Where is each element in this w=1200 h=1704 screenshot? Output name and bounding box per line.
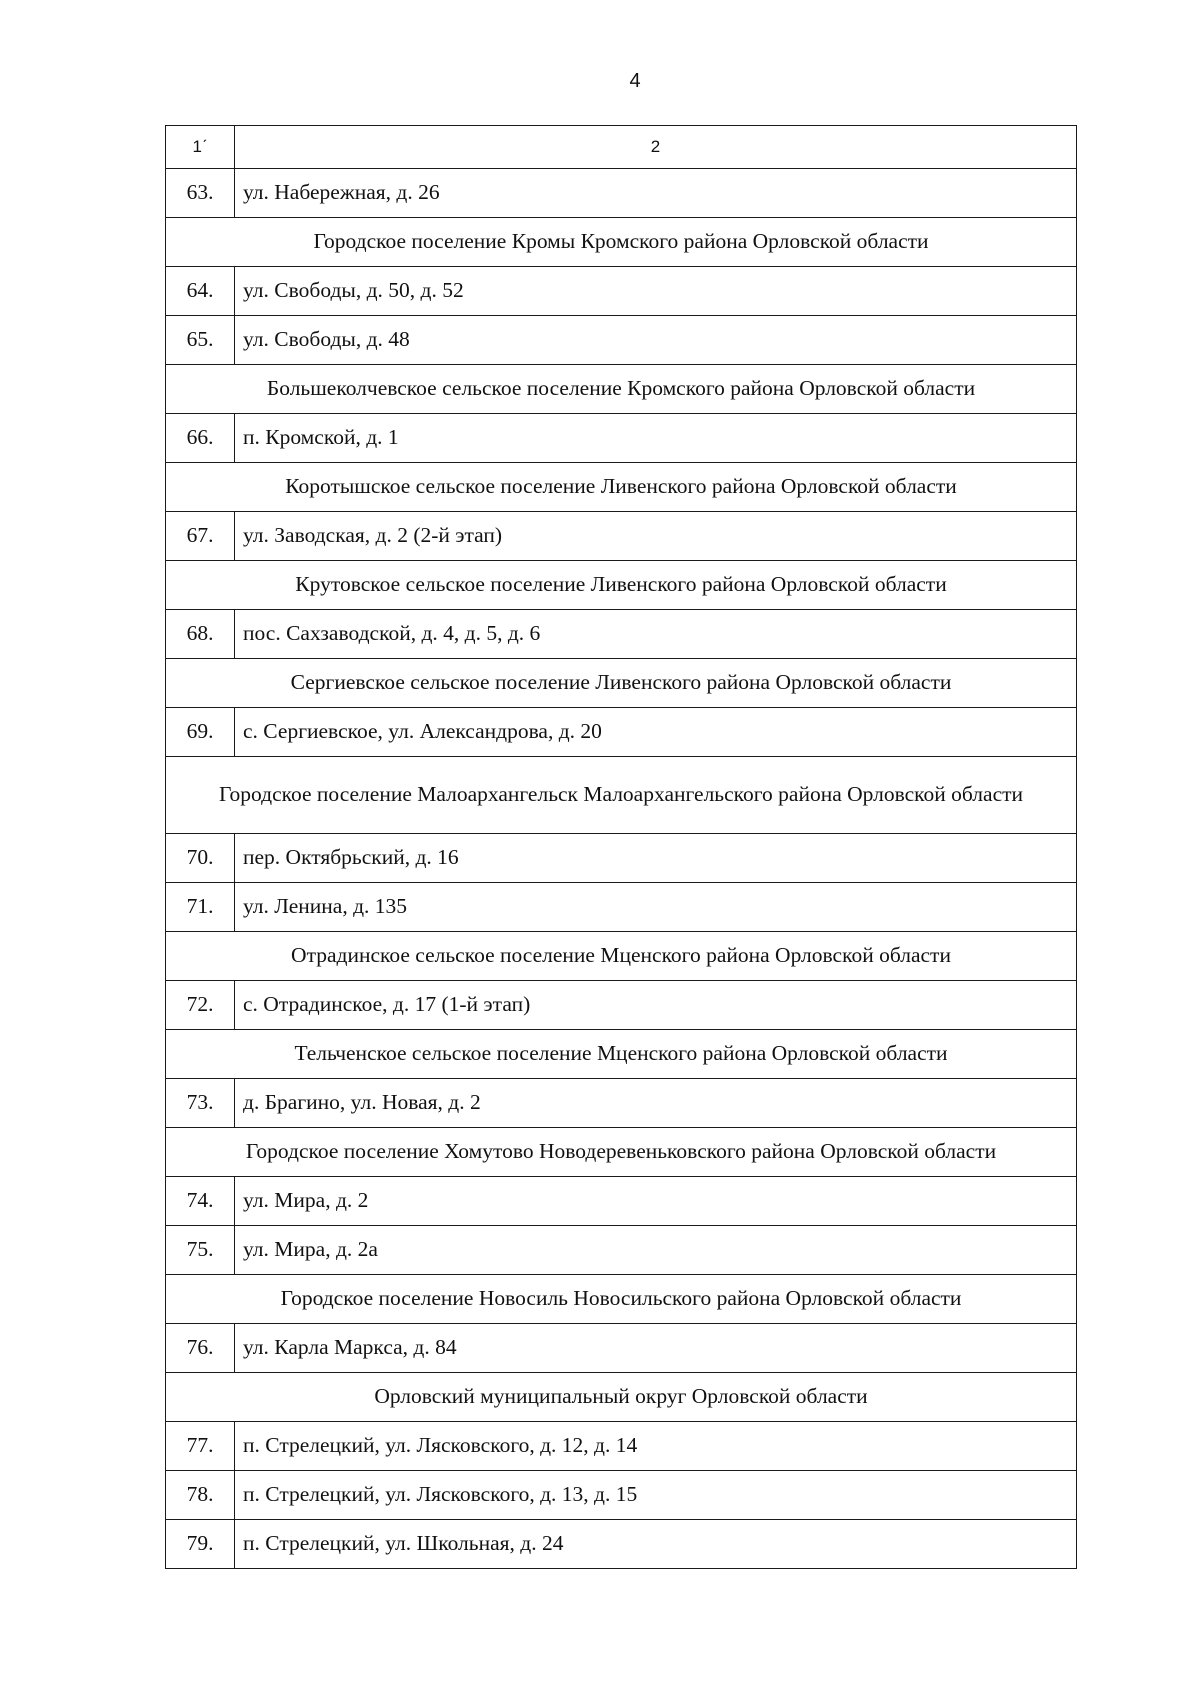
- table-row: [166, 981, 1077, 1030]
- row-number: 71.: [166, 883, 235, 932]
- row-address: ул. Ленина, д. 135: [235, 883, 1077, 932]
- table-row: [166, 610, 1077, 659]
- row-address: ул. Карла Маркса, д. 84: [235, 1324, 1077, 1373]
- row-address: ул. Мира, д. 2: [235, 1177, 1077, 1226]
- row-number: 75.: [166, 1226, 235, 1275]
- table-row: [166, 414, 1077, 463]
- row-number: 70.: [166, 834, 235, 883]
- table-row: [166, 169, 1077, 218]
- table-row: [166, 316, 1077, 365]
- row-address: с. Сергиевское, ул. Александрова, д. 20: [235, 708, 1077, 757]
- header-col-1: 1ˊ: [166, 126, 235, 169]
- table-body: [166, 126, 1077, 1569]
- row-address: ул. Мира, д. 2а: [235, 1226, 1077, 1275]
- table-row: [166, 1177, 1077, 1226]
- section-heading-row: [166, 561, 1077, 610]
- section-heading-row: [166, 1275, 1077, 1324]
- table-row: [166, 1324, 1077, 1373]
- section-heading: Большеколчевское сельское поселение Кромского района Орловской области: [166, 365, 1077, 414]
- section-heading-row: [166, 1373, 1077, 1422]
- table-row: [166, 708, 1077, 757]
- row-number: 64.: [166, 267, 235, 316]
- row-address: п. Стрелецкий, ул. Лясковского, д. 13, д. 15: [235, 1471, 1077, 1520]
- section-heading: Городское поселение Малоархангельск Малоархангельского района Орловской области: [166, 757, 1077, 834]
- row-number: 63.: [166, 169, 235, 218]
- row-address: п. Стрелецкий, ул. Лясковского, д. 12, д. 14: [235, 1422, 1077, 1471]
- section-heading: Городское поселение Новосиль Новосильского района Орловской области: [166, 1275, 1077, 1324]
- row-number: 79.: [166, 1520, 235, 1569]
- table-row: [166, 512, 1077, 561]
- section-heading-row: [166, 757, 1077, 834]
- row-address: с. Отрадинское, д. 17 (1-й этап): [235, 981, 1077, 1030]
- row-number: 67.: [166, 512, 235, 561]
- section-heading-row: [166, 932, 1077, 981]
- table-row: [166, 1471, 1077, 1520]
- table-row: [166, 834, 1077, 883]
- section-heading: Коротышское сельское поселение Ливенского района Орловской области: [166, 463, 1077, 512]
- row-address: п. Кромской, д. 1: [235, 414, 1077, 463]
- table-header-row: [166, 126, 1077, 169]
- table-row: [166, 883, 1077, 932]
- row-number: 72.: [166, 981, 235, 1030]
- section-heading-row: [166, 1030, 1077, 1079]
- section-heading: Городское поселение Хомутово Новодеревеньковского района Орловской области: [166, 1128, 1077, 1177]
- table-row: [166, 1520, 1077, 1569]
- section-heading-row: [166, 1128, 1077, 1177]
- row-number: 68.: [166, 610, 235, 659]
- header-col-2: 2: [235, 126, 1077, 169]
- row-number: 74.: [166, 1177, 235, 1226]
- row-address: пер. Октябрьский, д. 16: [235, 834, 1077, 883]
- section-heading: Тельченское сельское поселение Мценского района Орловской области: [166, 1030, 1077, 1079]
- row-address: д. Брагино, ул. Новая, д. 2: [235, 1079, 1077, 1128]
- table-row: [166, 1226, 1077, 1275]
- row-address: ул. Заводская, д. 2 (2-й этап): [235, 512, 1077, 561]
- section-heading-row: [166, 365, 1077, 414]
- row-address: ул. Свободы, д. 50, д. 52: [235, 267, 1077, 316]
- address-table: [165, 125, 1077, 1569]
- table-row: [166, 1079, 1077, 1128]
- page-number: 4: [629, 70, 641, 92]
- section-heading-row: [166, 659, 1077, 708]
- section-heading: Отрадинское сельское поселение Мценского района Орловской области: [166, 932, 1077, 981]
- row-number: 78.: [166, 1471, 235, 1520]
- row-number: 76.: [166, 1324, 235, 1373]
- row-address: пос. Сахзаводской, д. 4, д. 5, д. 6: [235, 610, 1077, 659]
- row-number: 66.: [166, 414, 235, 463]
- row-address: п. Стрелецкий, ул. Школьная, д. 24: [235, 1520, 1077, 1569]
- section-heading-row: [166, 218, 1077, 267]
- row-address: ул. Свободы, д. 48: [235, 316, 1077, 365]
- section-heading: Орловский муниципальный округ Орловской области: [166, 1373, 1077, 1422]
- row-number: 65.: [166, 316, 235, 365]
- section-heading: Крутовское сельское поселение Ливенского района Орловской области: [166, 561, 1077, 610]
- row-number: 69.: [166, 708, 235, 757]
- section-heading: Сергиевское сельское поселение Ливенского района Орловской области: [166, 659, 1077, 708]
- row-number: 77.: [166, 1422, 235, 1471]
- row-address: ул. Набережная, д. 26: [235, 169, 1077, 218]
- section-heading: Городское поселение Кромы Кромского района Орловской области: [166, 218, 1077, 267]
- row-number: 73.: [166, 1079, 235, 1128]
- table-row: [166, 1422, 1077, 1471]
- section-heading-row: [166, 463, 1077, 512]
- table-row: [166, 267, 1077, 316]
